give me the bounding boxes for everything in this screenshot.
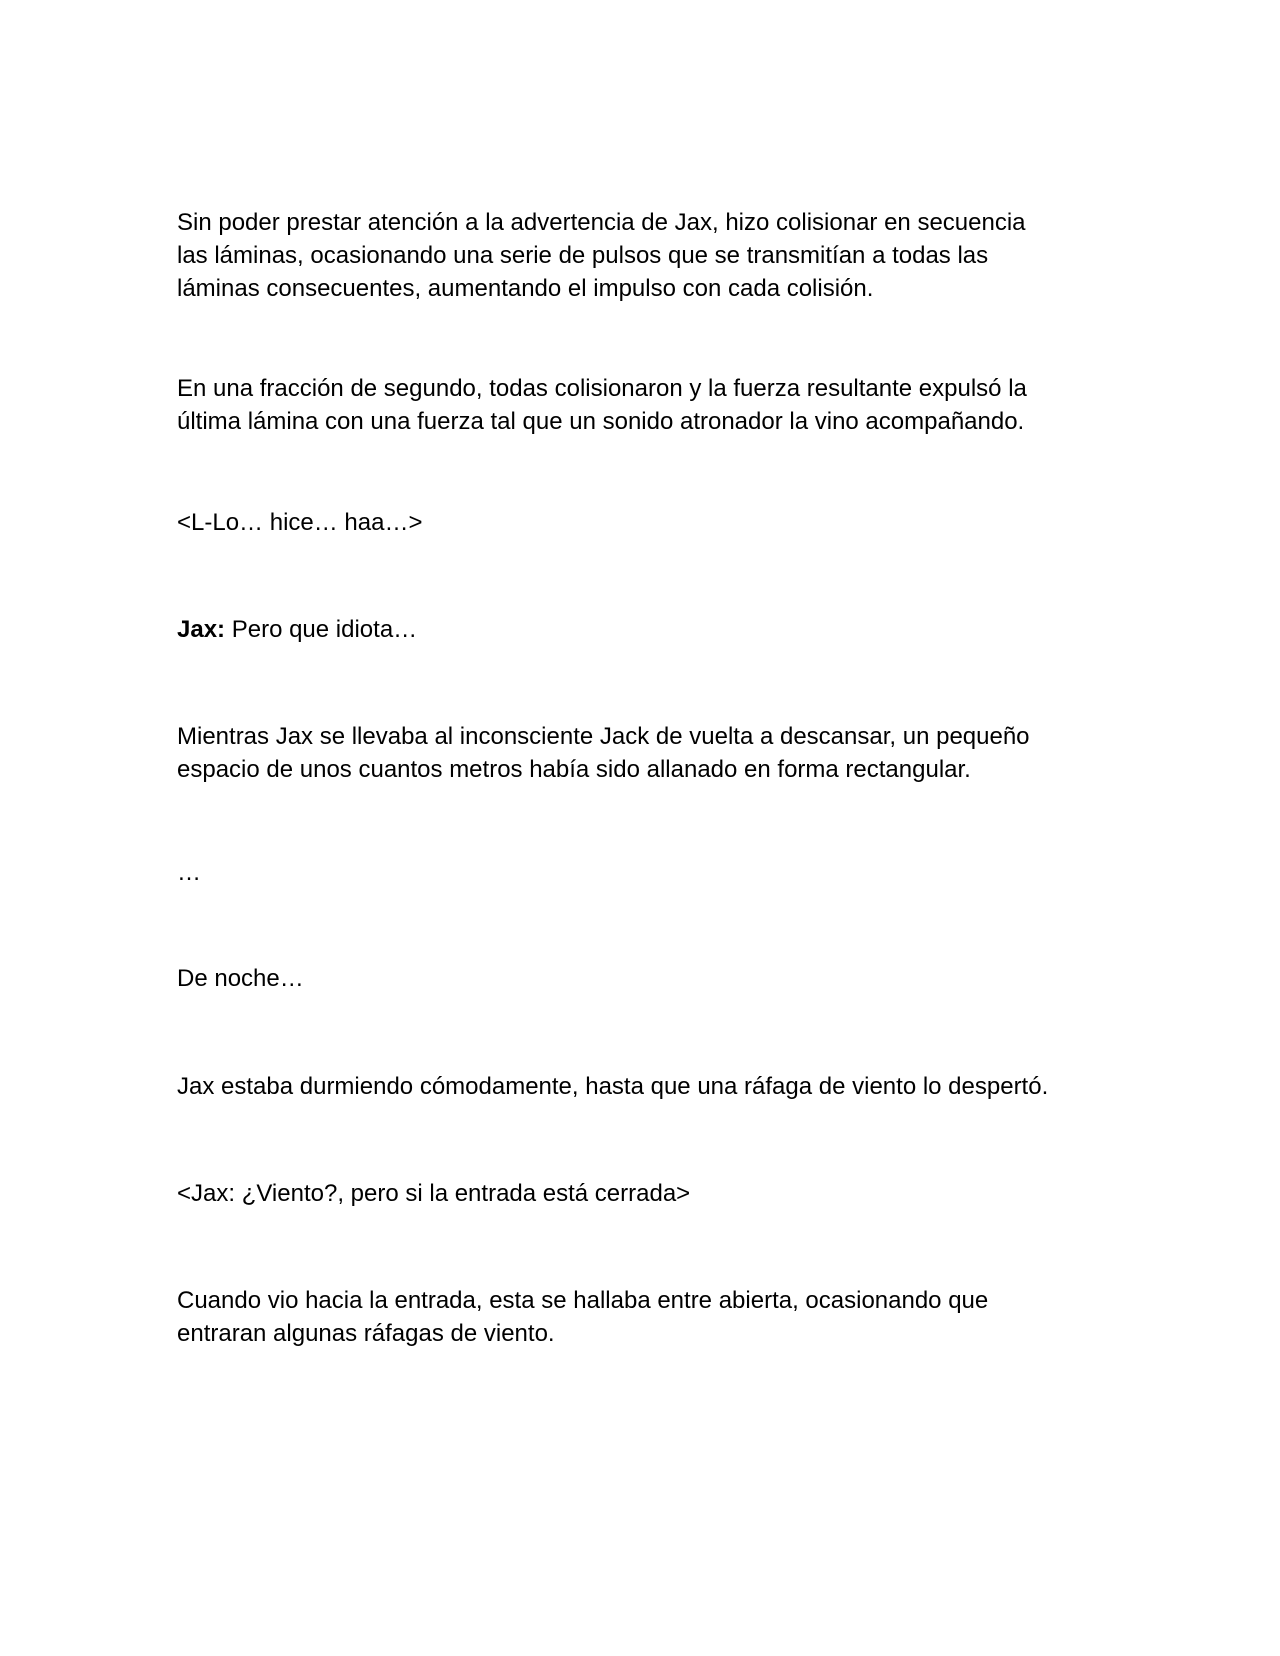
paragraph-9 bbox=[177, 1177, 1107, 1210]
paragraph-line: Sin poder prestar atención a la advertencia de Jax, hizo colisionar en secuencia bbox=[177, 209, 1026, 236]
paragraph-line: En una fracción de segundo, todas colisionaron y la fuerza resultante expulsó la bbox=[177, 375, 1027, 402]
paragraph-line: <Jax: ¿Viento?, pero si la entrada está cerrada> bbox=[177, 1180, 691, 1207]
paragraph-line: … bbox=[177, 859, 201, 886]
paragraph-line: láminas consecuentes, aumentando el impulso con cada colisión. bbox=[177, 275, 874, 302]
dialogue-jax bbox=[177, 613, 1107, 646]
paragraph-line: entraran algunas ráfagas de viento. bbox=[177, 1320, 555, 1347]
dialogue-text: Pero que idiota… bbox=[225, 616, 418, 643]
paragraph-line: <L-Lo… hice… haa…> bbox=[177, 509, 423, 536]
speaker-name: Jax: bbox=[177, 616, 226, 643]
paragraph-10 bbox=[177, 1284, 1107, 1350]
paragraph-line: las láminas, ocasionando una serie de pulsos que se transmitían a todas las bbox=[177, 242, 989, 269]
paragraph-8 bbox=[177, 1070, 1107, 1103]
dialogue-line bbox=[177, 613, 1107, 646]
paragraph-5 bbox=[177, 720, 1107, 786]
paragraph-7 bbox=[177, 962, 1107, 995]
paragraph-1 bbox=[177, 206, 1107, 305]
paragraph-3 bbox=[177, 506, 1107, 539]
paragraph-line: espacio de unos cuantos metros había sido allanado en forma rectangular. bbox=[177, 756, 971, 783]
paragraph-line: última lámina con una fuerza tal que un sonido atronador la vino acompañando. bbox=[177, 408, 1025, 435]
paragraph-6 bbox=[177, 856, 1107, 889]
paragraph-line: Mientras Jax se llevaba al inconsciente Jack de vuelta a descansar, un pequeño bbox=[177, 723, 1030, 750]
paragraph-line: Cuando vio hacia la entrada, esta se hallaba entre abierta, ocasionando que bbox=[177, 1287, 989, 1314]
paragraph-line: Jax estaba durmiendo cómodamente, hasta que una ráfaga de viento lo despertó. bbox=[177, 1073, 1049, 1100]
paragraph-2 bbox=[177, 372, 1107, 438]
paragraph-line: De noche… bbox=[177, 965, 304, 992]
